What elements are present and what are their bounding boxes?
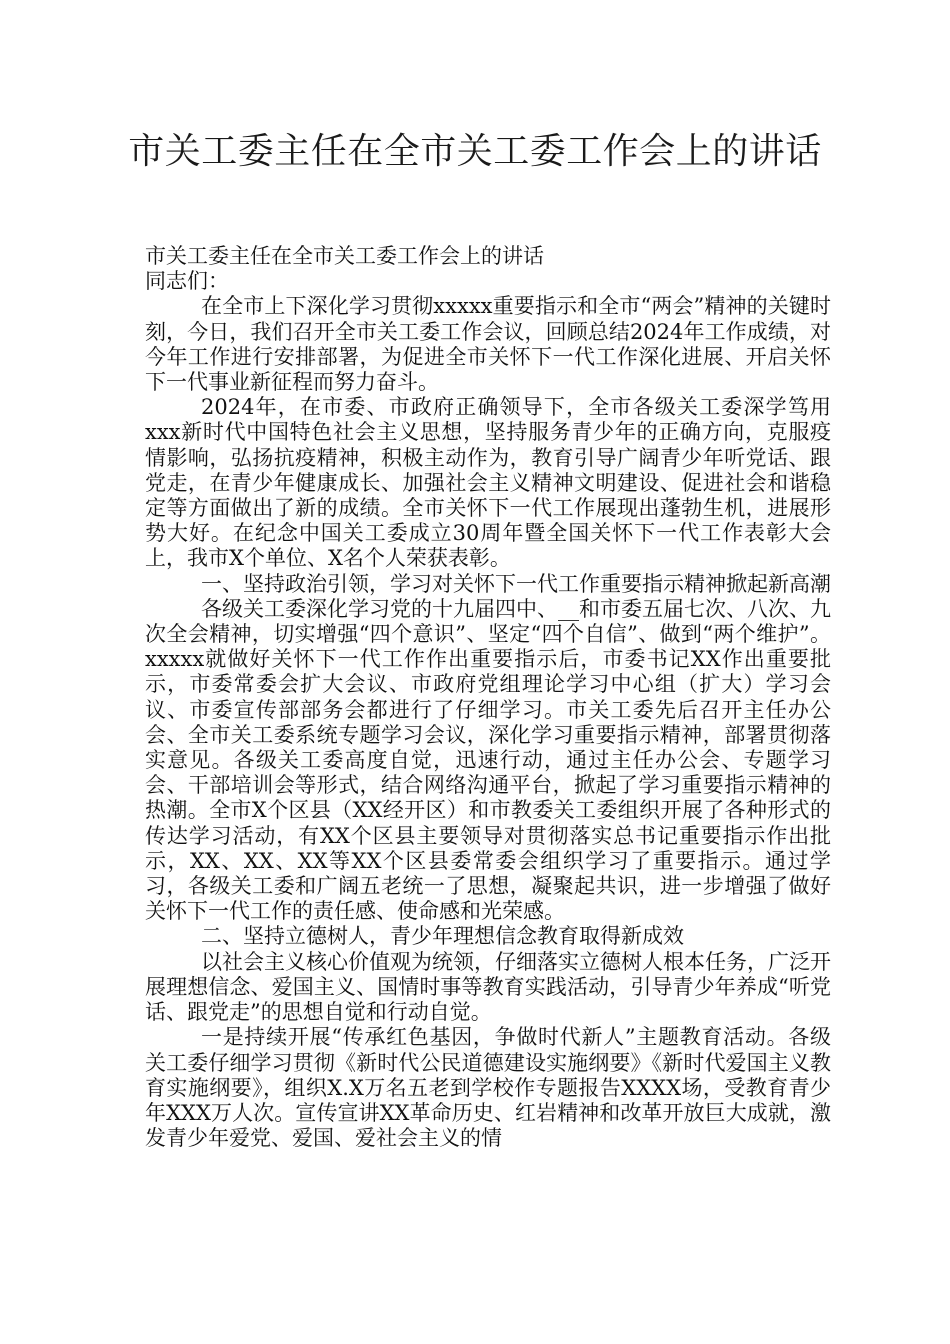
paragraph-2024-summary: 2024年，在市委、市政府正确领导下，全市各级关工委深学笃用xxx新时代中国特色社会主义思想，坚持服务青少年的正确方向，克服疫情影响，弘扬抗疫精神，积极主动作为，教育引导广阔青少年听党话、跟党走，在青少年健康成长、加强社会主义精神文明建设、促进社会和谐稳定等方面做出了新的成绩。全市关怀下一代工作展现出蓬勃生机，进展形势大好。在纪念中国关工委成立30周年暨全国关怀下一代工作表彰大会上，我市X个单位、X名个人荣获表彰。 bbox=[145, 395, 831, 571]
greeting: 同志们： bbox=[145, 269, 229, 294]
paragraph-opening: 在全市上下深化学习贯彻xxxxx重要指示和全市“两会”精神的关键时刻，今日，我们召开全市关工委工作会议，回顾总结2024年工作成绩，对今年工作进行安排部署，为促进全市关怀下一代工作深化进展、开启关怀下一代事业新征程而努力奋斗。 bbox=[145, 294, 831, 395]
document-subtitle: 市关工委主任在全市关工委工作会上的讲话 bbox=[145, 244, 544, 268]
paragraph-section-1: 各级关工委深化学习党的十九届四中、__和市委五届七次、八次、九次全会精神，切实增强“四个意识”、坚定“四个自信”、做到“两个维护”。xxxxx就做好关怀下一代工作作出重要指示后，市委书记XX作出重要批示，市委常委会扩大会议、市政府党组理论学习中心组（扩大）学习会议、市委宣传部部务会都进行了仔细学习。市关工委先后召开主任办公会、全市关工委系统专题学习会议，深化学习重要指示精神，部署贯彻落实意见。各级关工委高度自觉，迅速行动，通过主任办公会、专题学习会、干部培训会等形式，结合网络沟通平台，掀起了学习重要指示精神的热潮。全市X个区县（XX经开区）和市教委关工委组织开展了各种形式的传达学习活动，有XX个区县主要领导对贯彻落实总书记重要指示作出批示，XX、XX、XX等XX个区县委常委会组织学习了重要指示。通过学习，各级关工委和广阔五老统一了思想，凝聚起共识，进一步增强了做好关怀下一代工作的责任感、使命感和光荣感。 bbox=[145, 596, 831, 924]
document-title: 市关工委主任在全市关工委工作会上的讲话 bbox=[128, 131, 822, 172]
document-body bbox=[145, 244, 831, 1151]
paragraph-section-2-intro: 以社会主义核心价值观为统领，仔细落实立德树人根本任务，广泛开展理想信念、爱国主义、国情时事等教育实践活动，引导青少年养成“听党话、跟党走”的思想自觉和行动自觉。 bbox=[145, 949, 831, 1025]
paragraph-section-2-item-1: 一是持续开展“传承红色基因，争做时代新人”主题教育活动。各级关工委仔细学习贯彻《新时代公民道德建设实施纲要》《新时代爱国主义教育实施纲要》，组织X.X万名五老到学校作专题报告XXXX场，受教育青少年XXX万人次。宣传宣讲XX革命历史、红岩精神和改革开放巨大成就，激发青少年爱党、爱国、爱社会主义的情 bbox=[145, 1025, 831, 1151]
section-heading-2: 二、坚持立德树人，青少年理想信念教育取得新成效 bbox=[201, 924, 684, 949]
section-heading-1: 一、坚持政治引领，学习对关怀下一代工作重要指示精神掀起新高潮 bbox=[201, 571, 831, 596]
